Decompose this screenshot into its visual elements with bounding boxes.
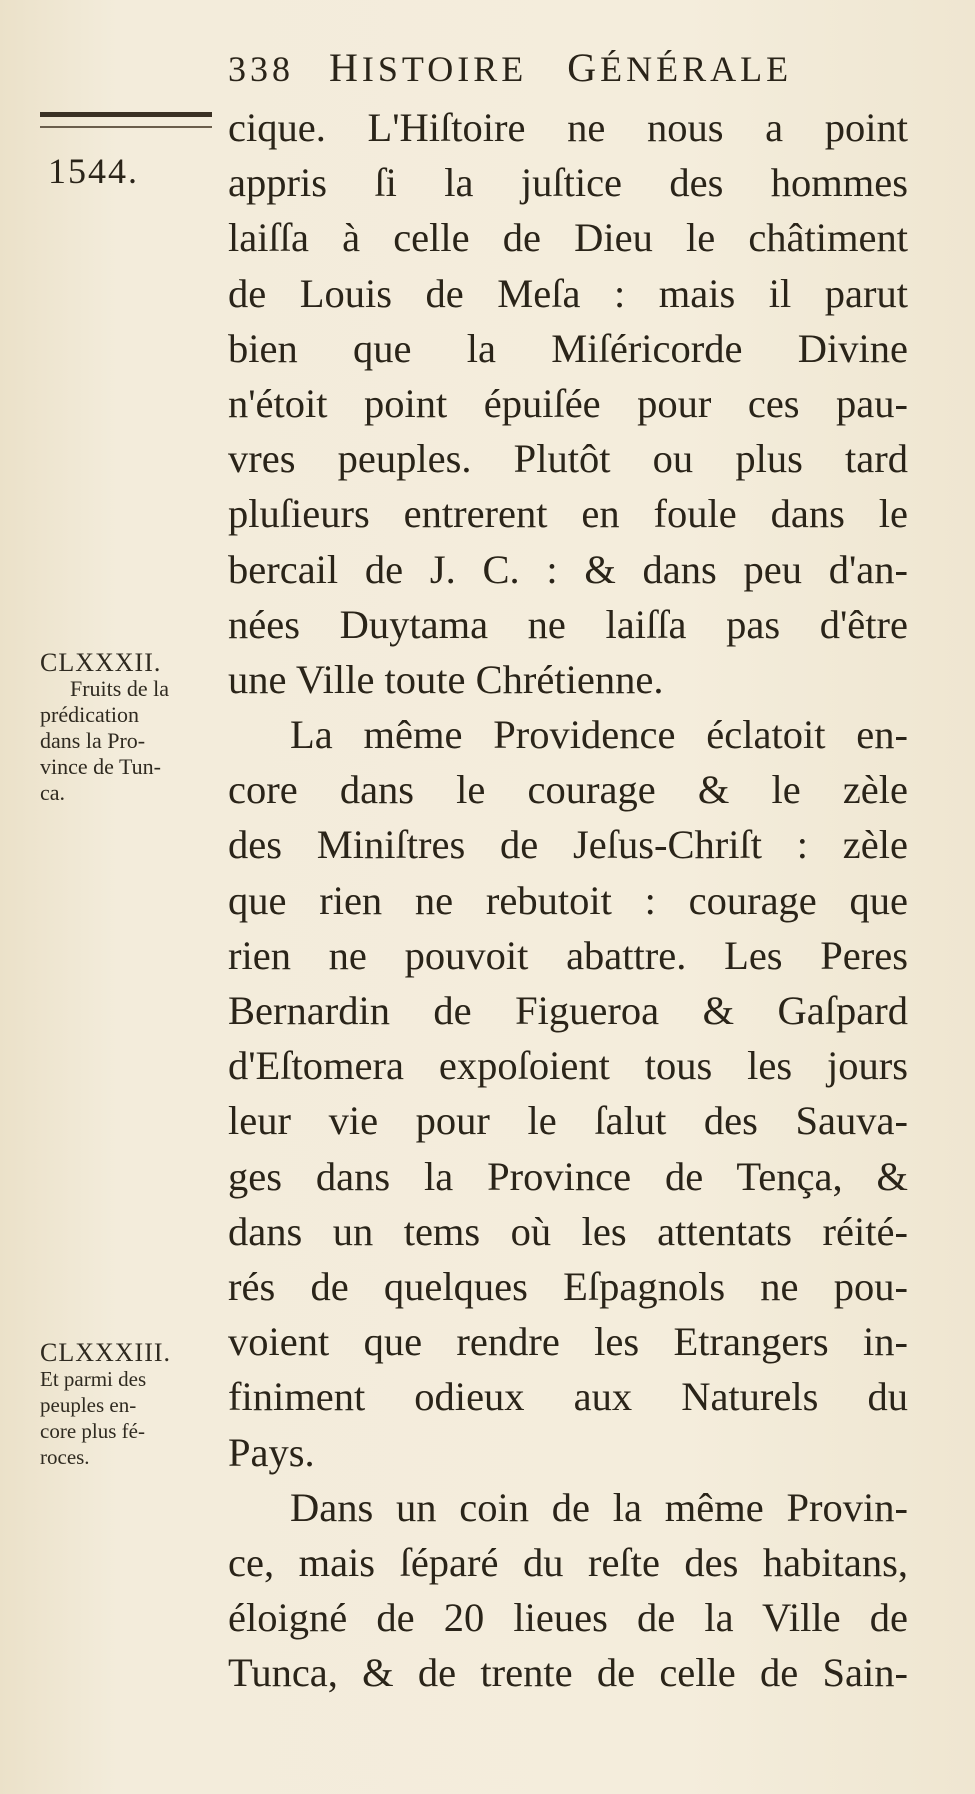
text-line: des Miniſtres de Jeſus-Chriſt : zèle [228,822,908,868]
margin-note-line: roces. [40,1445,90,1469]
margin-note-line: vince de Tun- [40,754,161,779]
text-line: core dans le courage & le zèle [228,767,908,813]
text-line: de Louis de Meſa : mais il parut [228,270,908,316]
text-line: leur vie pour le ſalut des Sauva- [228,1098,908,1144]
rule-thick [40,112,212,117]
text-line: pluſieurs entrerent en foule dans le [228,491,908,537]
margin-note-line: core plus fé- [40,1419,145,1443]
margin-year: 1544. [48,151,139,191]
text-line: n'étoit point épuiſée pour ces pau- [228,380,908,426]
margin-note-number: CLXXXII. [40,648,162,677]
text-line: Pays. [228,1429,315,1475]
text-line: une Ville toute Chrétienne. [228,656,664,702]
text-line: dans un tems où les attentats réité- [228,1208,908,1254]
page-number: 338 [228,49,294,89]
text-line: bien que la Miſéricorde Divine [228,325,908,371]
text-line: rien ne pouvoit abattre. Les Peres [228,932,908,978]
margin-note-line: Fruits de la [70,676,169,701]
margin-note-line: dans la Pro- [40,728,146,753]
margin-note-183 [40,1340,220,1470]
text-line: ges dans la Province de Tença, & [228,1153,908,1199]
margin-note-182 [40,650,220,806]
text-line: laiſſa à celle de Dieu le châtiment [228,215,908,261]
rule-thin [40,126,212,128]
text-line: Bernardin de Figueroa & Gaſpard [228,988,908,1033]
text-line: La même Providence éclatoit en- [290,712,908,758]
text-line: nées Duytama ne laiſſa pas d'être [228,601,908,647]
title-rest-2: ÉNÉRALE [600,49,793,89]
margin-note-line: prédication [40,702,139,727]
title-initial-1: H [329,45,362,90]
text-line: ce, mais ſéparé du reſte des habitans, [228,1539,908,1585]
text-line: finiment odieux aux Naturels du [228,1374,908,1420]
text-line: appris ſi la juſtice des hommes [228,160,908,206]
text-line: d'Eſtomera expoſoient tous les jours [228,1043,908,1089]
text-line: rés de quelques Eſpagnols ne pou- [228,1263,908,1309]
header-rule [40,112,212,130]
text-line: que rien ne rebutoit : courage que [228,877,908,923]
paragraph-3 [228,1480,908,1701]
margin-note-line: Et parmi des [40,1367,147,1391]
running-header [228,44,928,104]
text-line: vres peuples. Plutôt ou plus tard [228,436,908,482]
title-initial-2: G [567,45,601,90]
margin-note-line: peuples en- [40,1393,137,1417]
title-rest-1: ISTOIRE [361,49,528,89]
paragraph-2 [228,707,908,1480]
text-line: éloigné de 20 lieues de la Ville de [228,1595,908,1641]
margin-note-line: ca. [40,780,66,805]
margin-note-number: CLXXXIII. [40,1338,172,1367]
body-text [228,100,908,1700]
text-line: voient que rendre les Etrangers in- [228,1319,908,1365]
paragraph-1 [228,100,908,707]
text-line: bercail de J. C. : & dans peu d'an- [228,546,908,592]
text-line: Dans un coin de la même Provin- [290,1484,908,1530]
text-line: cique. L'Hiſtoire ne nous a point [228,105,908,150]
text-line: Tunca, & de trente de celle de Sain- [228,1650,908,1696]
